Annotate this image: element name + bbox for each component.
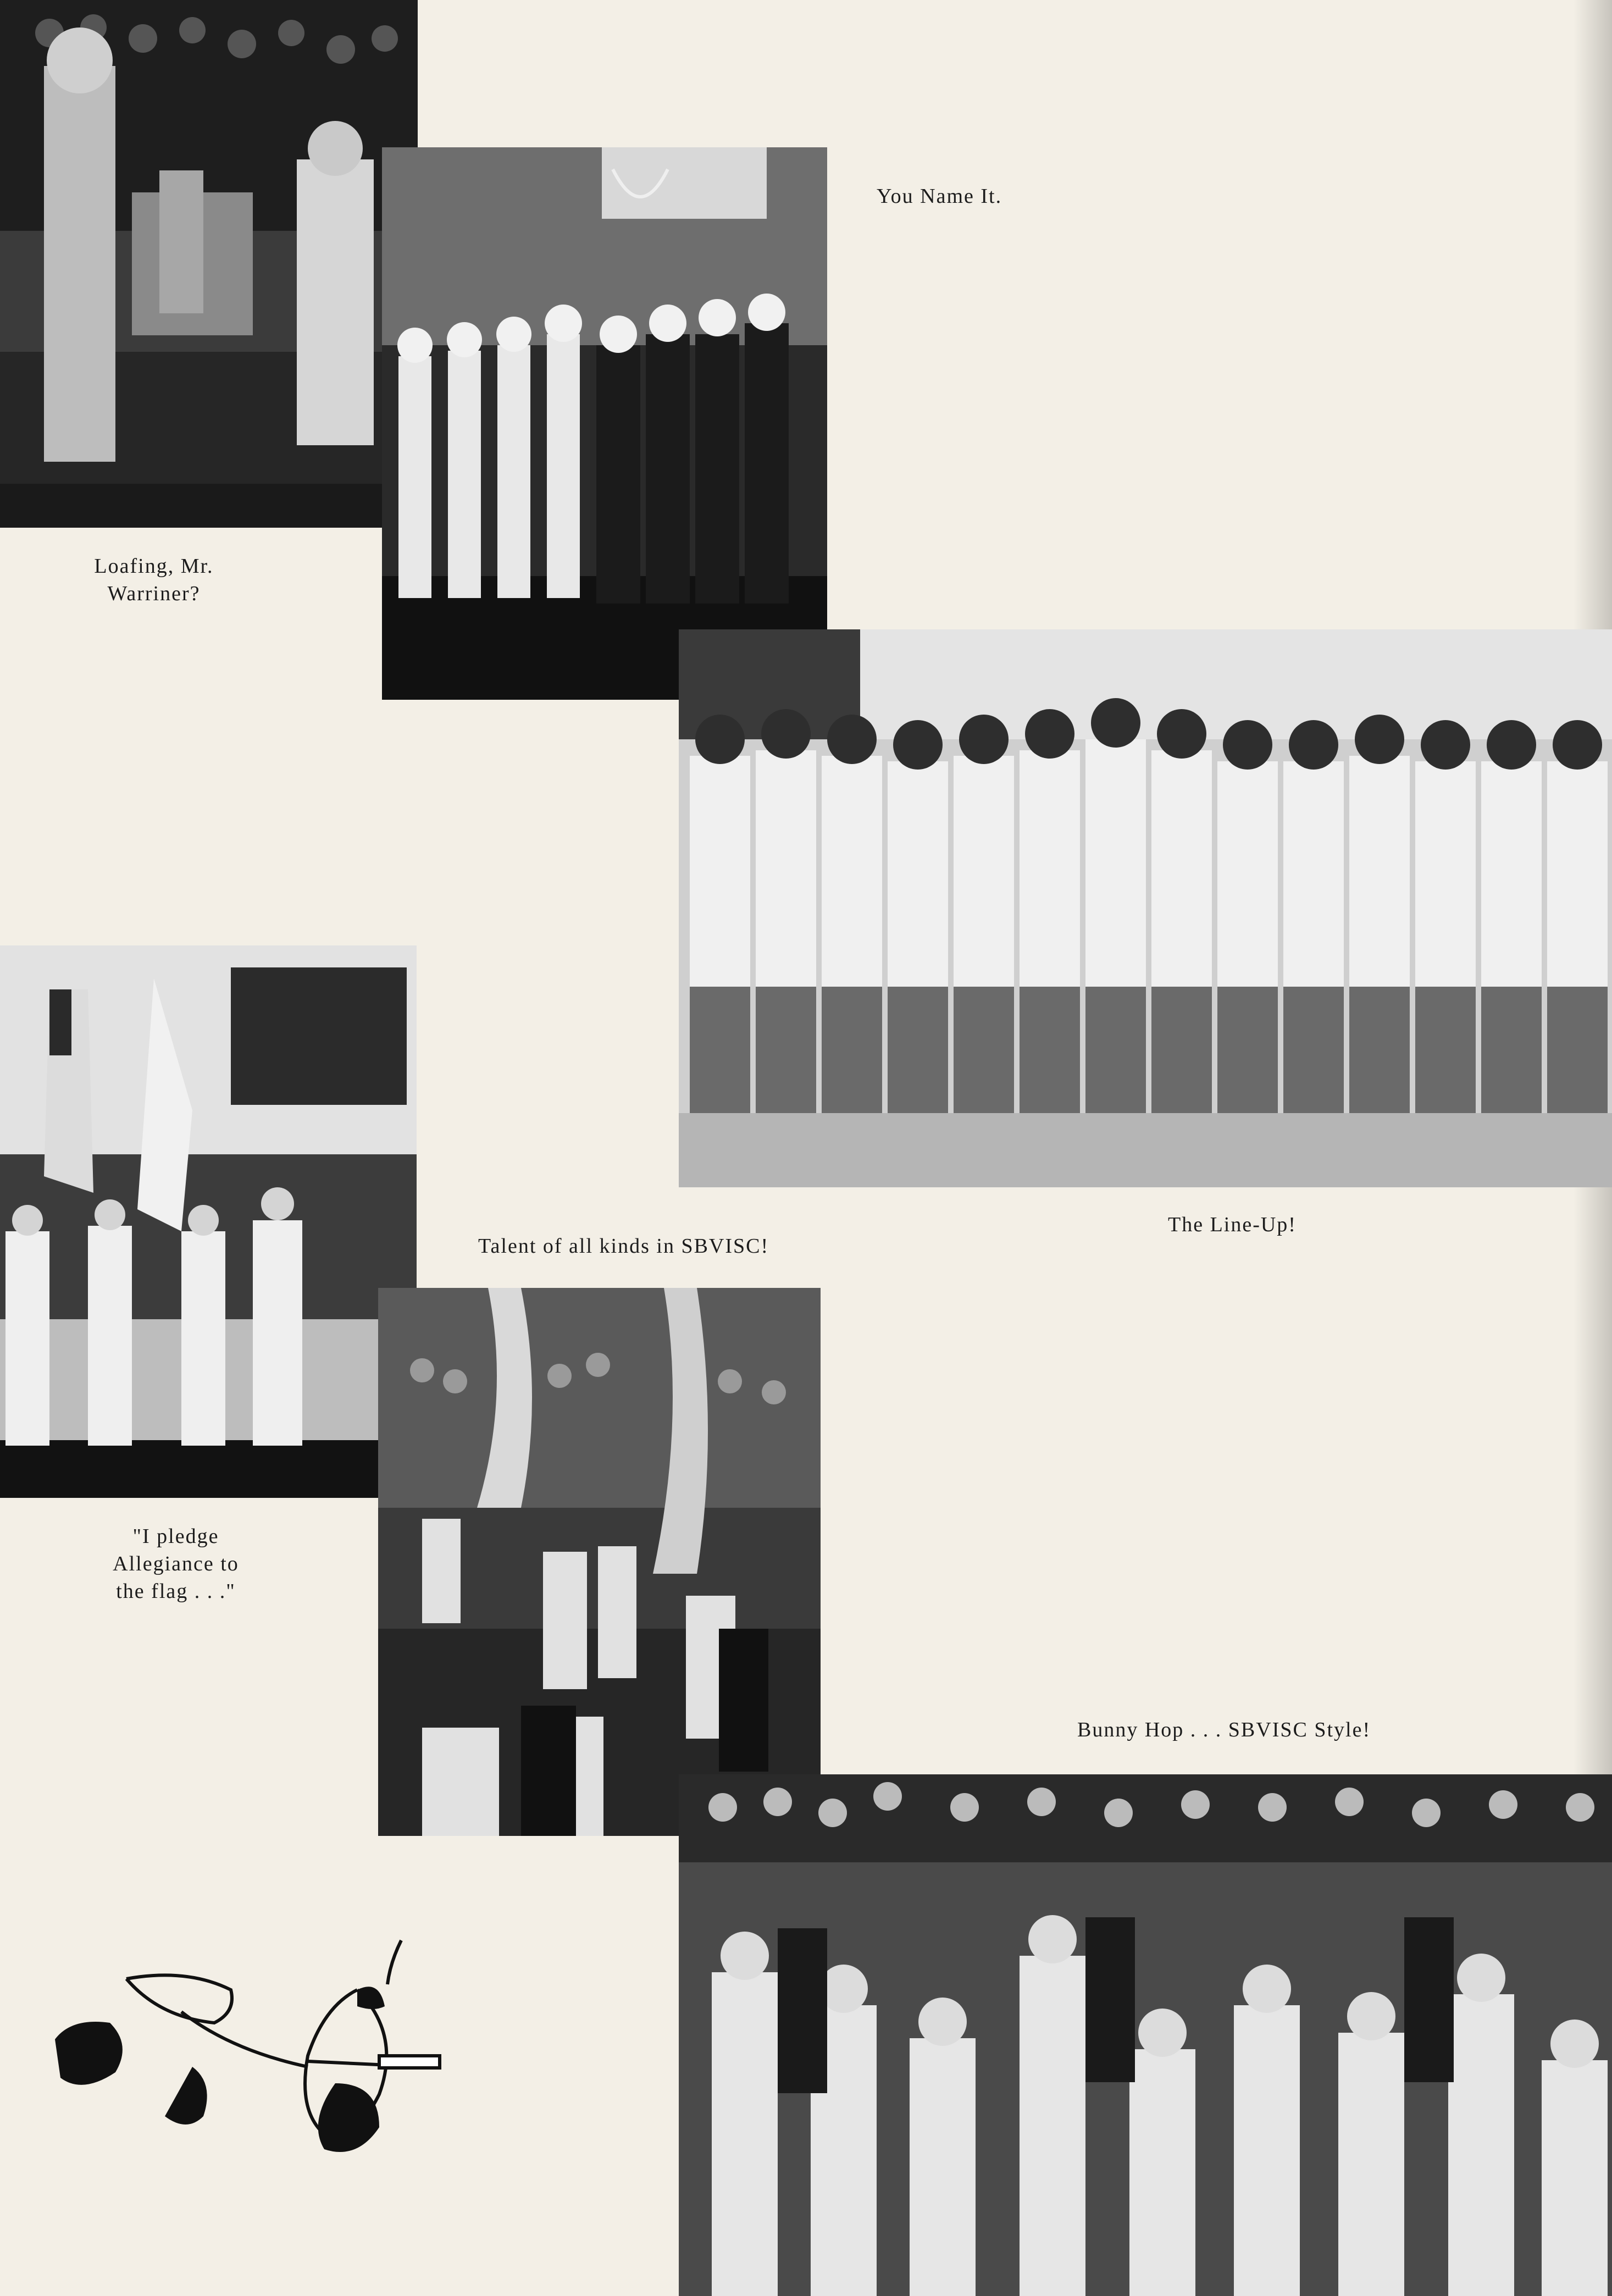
caption-bunny-hop: Bunny Hop . . . SBVISC Style! [1077, 1718, 1371, 1741]
talent-dance-photo [378, 1288, 821, 1836]
caption-loafing-line2: Warriner? [107, 582, 201, 605]
caption-line-up: The Line-Up! [1168, 1213, 1297, 1236]
letter-sweater-lineup-photo [679, 629, 1612, 1187]
caption-you-name-it: You Name It. [877, 185, 1002, 208]
caption-talent: Talent of all kinds in SBVISC! [478, 1235, 769, 1258]
football-costume-photo [382, 147, 827, 700]
caption-loafing-line1: Loafing, Mr. [94, 555, 214, 578]
bunny-hop-dance-photo [679, 1774, 1612, 2296]
caption-pledge-line3: the flag . . ." [116, 1580, 236, 1603]
caption-pledge [82, 1523, 269, 1605]
caption-loafing [66, 552, 242, 607]
caption-pledge-line1: "I pledge [132, 1525, 219, 1548]
band-photo [0, 0, 418, 528]
caption-pledge-line2: Allegiance to [113, 1552, 239, 1575]
flag-salute-photo [0, 945, 417, 1498]
mascot-cartoon [49, 1929, 445, 2171]
